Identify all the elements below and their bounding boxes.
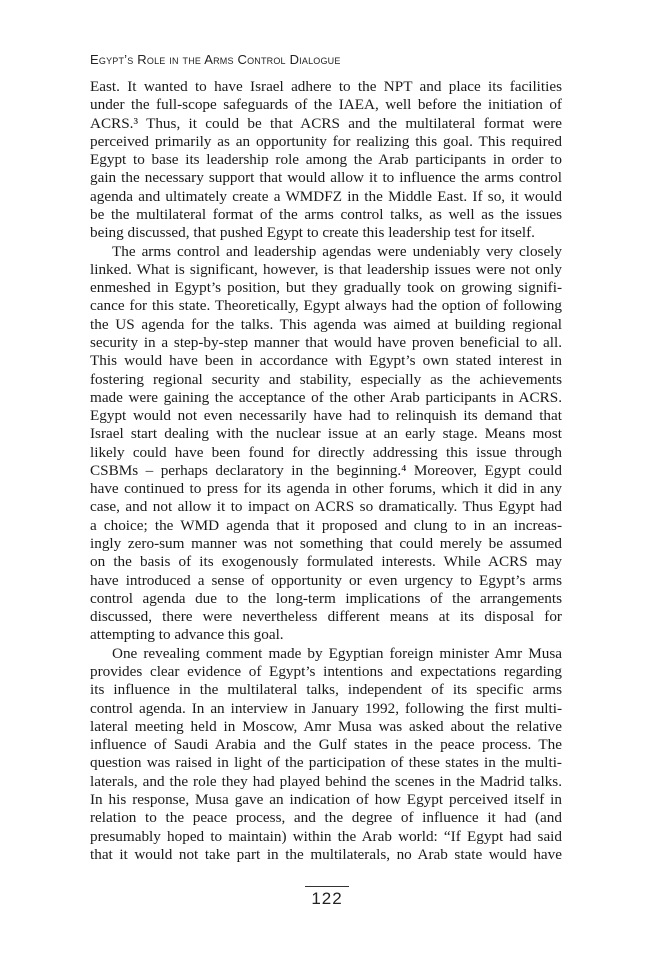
page-number: 122 bbox=[311, 889, 343, 908]
text-line: fostering regional security and stability, especially as the achievements bbox=[90, 370, 562, 388]
text-line: on the basis of its exogenously formulated interests. While ACRS may bbox=[90, 553, 562, 571]
text-line: a choice; the WMD agenda that it proposed and clung to in an increas- bbox=[90, 516, 562, 534]
page-number-rule bbox=[305, 886, 349, 887]
text-line: its influence in the multilateral talks, independent of its specific arms bbox=[90, 681, 562, 699]
text-line: ingly zero-sum manner was not something that could merely be assumed bbox=[90, 535, 562, 553]
text-line: agenda and ultimately create a WMDFZ in the Middle East. If so, it would bbox=[90, 187, 562, 205]
paragraph-3 bbox=[90, 645, 562, 864]
text-line: linked. What is significant, however, is that leadership issues were not only bbox=[90, 260, 562, 278]
text-line: One revealing comment made by Egyptian foreign minister Amr Musa bbox=[112, 644, 562, 662]
text-line: the US agenda for the talks. This agenda was aimed at building regional bbox=[90, 315, 562, 333]
text-line: control agenda due to the long-term implications of the arrangements bbox=[90, 589, 562, 607]
text-line: enmeshed in Egypt’s position, but they gradually took on growing signifi- bbox=[90, 279, 562, 297]
text-line: presumably hoped to maintain) within the Arab world: “If Egypt had said bbox=[90, 827, 562, 845]
text-line: cance for this state. Theoretically, Egypt always had the option of following bbox=[90, 297, 562, 315]
text-line: This would have been in accordance with Egypt’s own stated interest in bbox=[90, 352, 562, 370]
text-line: that it would not take part in the multilaterals, no Arab state would have bbox=[90, 845, 562, 863]
text-line: Israel start dealing with the nuclear issue at an early stage. Means most bbox=[90, 425, 562, 443]
text-line: relation to the peace process, and the degree of influence it had (and bbox=[90, 809, 562, 827]
running-head: Egypt’s Role in the Arms Control Dialogue bbox=[90, 52, 341, 67]
text-line: The arms control and leadership agendas were undeniably very closely bbox=[112, 242, 562, 260]
text-line: be the multilateral format of the arms control talks, as well as the issues bbox=[90, 205, 562, 223]
paragraph-1 bbox=[90, 78, 562, 243]
text-line: under the full-scope safeguards of the IAEA, well before the initiation of bbox=[90, 96, 562, 114]
text-line: question was raised in light of the participation of these states in the multi- bbox=[90, 754, 562, 772]
text-line: likely could have been found for directly addressing this issue through bbox=[90, 443, 562, 461]
text-line: In his response, Musa gave an indication of how Egypt perceived itself in bbox=[90, 790, 562, 808]
text-line: control agenda. In an interview in January 1992, following the first multi- bbox=[90, 699, 562, 717]
text-line: being discussed, that pushed Egypt to create this leadership test for itself. bbox=[90, 224, 535, 242]
text-line: gain the necessary support that would allow it to influence the arms control bbox=[90, 169, 562, 187]
text-line: have introduced a sense of opportunity or even urgency to Egypt’s arms bbox=[90, 571, 562, 589]
text-line: ACRS.³ Thus, it could be that ACRS and the multilateral format were bbox=[90, 114, 562, 132]
paragraph-2 bbox=[90, 243, 562, 645]
text-line: laterals, and the role they had played behind the scenes in the Madrid talks. bbox=[90, 772, 562, 790]
body-text bbox=[90, 78, 562, 864]
text-line: lateral meeting held in Moscow, Amr Musa was asked about the relative bbox=[90, 717, 562, 735]
text-line: have continued to press for its agenda in other forums, which it did in any bbox=[90, 480, 562, 498]
text-line: security in a step-by-step manner that would have proven beneficial to all. bbox=[90, 333, 562, 351]
text-line: made were gaining the acceptance of the other Arab participants in ACRS. bbox=[90, 388, 562, 406]
text-line: perceived primarily as an opportunity for realizing this goal. This required bbox=[90, 132, 562, 150]
text-line: Egypt would not even necessarily have had to relinquish its demand that bbox=[90, 407, 562, 425]
text-line: Egypt to base its leadership role among the Arab participants in order to bbox=[90, 151, 562, 169]
text-line: attempting to advance this goal. bbox=[90, 626, 284, 644]
text-line: provides clear evidence of Egypt’s intentions and expectations regarding bbox=[90, 663, 562, 680]
text-line: discussed, there were nevertheless different means at its disposal for bbox=[90, 608, 562, 626]
text-line: East. It wanted to have Israel adhere to the NPT and place its facilities bbox=[90, 78, 562, 95]
text-line: case, and not allow it to impact on ACRS so dramatically. Thus Egypt had bbox=[90, 498, 562, 516]
text-line: influence of Saudi Arabia and the Gulf states in the peace process. The bbox=[90, 736, 562, 754]
text-line: CSBMs – perhaps declaratory in the beginning.⁴ Moreover, Egypt could bbox=[90, 461, 562, 479]
